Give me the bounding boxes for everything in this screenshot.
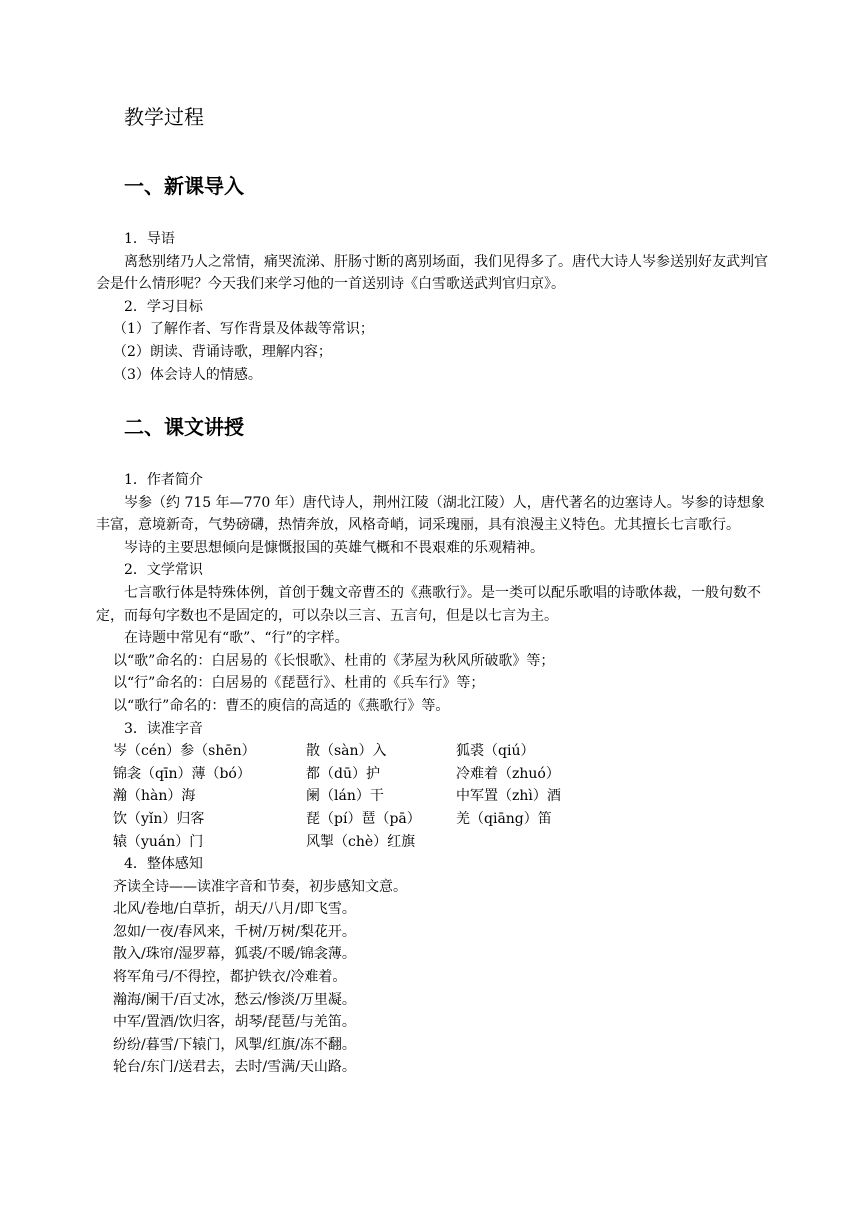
poem-line: 纷纷/暮雪/下辕门，风掣/红旗/冻不翻。	[113, 1036, 356, 1053]
item-label-overall: 4．整体感知	[124, 856, 203, 873]
literature-line: 以“行”命名的：白居易的《琵琶行》、杜甫的《兵车行》等；	[113, 675, 485, 692]
poem-line: 将军角弓/不得控，都护铁衣/冷难着。	[113, 969, 347, 986]
pronunciation-cell: 狐裘（qiú）	[456, 743, 535, 760]
poem-line: 瀚海/阑干/百丈冰，愁云/惨淡/万里凝。	[113, 991, 356, 1008]
section-lecture-body	[96, 469, 768, 1079]
pronunciation-cell: 琵（pí）琶（pā）	[306, 810, 421, 827]
pronunciation-cell: 羌（qiāng）笛	[456, 810, 552, 827]
pronunciation-cell: 锦衾（qīn）薄（bó）	[113, 765, 251, 782]
poem-line: 中军/置酒/饮归客，胡琴/琵琶/与羌笛。	[113, 1014, 356, 1031]
section-heading-lecture: 二、课文讲授	[124, 415, 244, 439]
pronunciation-cell: 风掣（chè）红旗	[306, 833, 416, 850]
pronunciation-cell: 中军置（zhì）酒	[456, 788, 561, 805]
pronunciation-cell: 散（sàn）入	[306, 743, 387, 760]
pronunciation-cell: 冷难着（zhuó）	[456, 765, 560, 782]
literature-line: 以“歌行”命名的：曹丕的庾信的高适的《燕歌行》等。	[113, 697, 450, 714]
pronunciation-grid	[96, 740, 768, 853]
pronunciation-cell	[456, 831, 656, 854]
paragraph-author-2: 岑诗的主要思想倾向是慷慨报国的英雄气概和不畏艰难的乐观精神。	[124, 539, 544, 556]
poem-line: 轮台/东门/送君去，去时/雪满/天山路。	[113, 1059, 356, 1076]
poem-line: 散入/珠帘/湿罗幕，狐裘/不暖/锦衾薄。	[113, 946, 356, 963]
pronunciation-cell: 阑（lán）干	[306, 788, 384, 805]
literature-line: 在诗题中常见有“歌”、“行”的字样。	[124, 630, 349, 647]
item-label-author: 1．作者简介	[124, 472, 203, 488]
item-label-guide: 1．导语	[124, 231, 175, 247]
pronunciation-cell: 岑（cén）参（shēn）	[113, 743, 256, 760]
page-title: 教学过程	[124, 105, 204, 129]
section-heading-intro: 一、新课导入	[124, 174, 244, 198]
item-label-pronunciation: 3．读准字音	[124, 720, 203, 737]
poem-line: 北风/卷地/白草折，胡天/八月/即飞雪。	[113, 901, 356, 918]
objective-item: （1）了解作者、写作背景及体裁等常识；	[113, 321, 374, 338]
poem-line: 忽如/一夜/春风来，千树/万树/梨花开。	[113, 923, 356, 940]
paragraph-literature: 七言歌行体是特殊体例，首创于魏文帝曹丕的《燕歌行》。是一类可以配乐歌唱的诗歌体裁，一般句数不定，而每句字数也不是固定的，可以杂以三言、五言句，但是以七言为主。	[96, 584, 761, 624]
pronunciation-cell: 瀚（hàn）海	[113, 788, 196, 805]
item-label-objectives: 2．学习目标	[124, 298, 203, 315]
objective-item: （2）朗读、背诵诗歌，理解内容；	[113, 343, 332, 360]
pronunciation-cell: 都（dū）护	[306, 765, 380, 782]
section-intro-body	[96, 228, 768, 386]
objective-item: （3）体会诗人的情感。	[113, 366, 262, 383]
paragraph-guide: 离愁别绪乃人之常情，痛哭流涕、肝肠寸断的离别场面，我们见得多了。唐代大诗人岑参送别好友武判官会是什么情形呢？今天我们来学习他的一首送别诗《白雪歌送武判官归京》。	[96, 253, 768, 293]
poem-intro: 齐读全诗——读准字音和节奏，初步感知文意。	[113, 878, 407, 895]
pronunciation-cell: 辕（yuán）门	[113, 833, 204, 850]
paragraph-author: 岑参（约 715 年—770 年）唐代诗人，荆州江陵（湖北江陵）人，唐代著名的边塞诗人。岑参的诗想象丰富，意境新奇，气势磅礴，热情奔放，风格奇峭，词采瑰丽，具有浪漫主义特色。尤其擅长七言歌行。	[96, 494, 765, 534]
pronunciation-cell: 饮（yǐn）归客	[113, 810, 205, 827]
literature-line: 以“歌”命名的：白居易的《长恨歌》、杜甫的《茅屋为秋风所破歌》等；	[113, 652, 555, 669]
item-label-literature: 2．文学常识	[124, 562, 203, 579]
